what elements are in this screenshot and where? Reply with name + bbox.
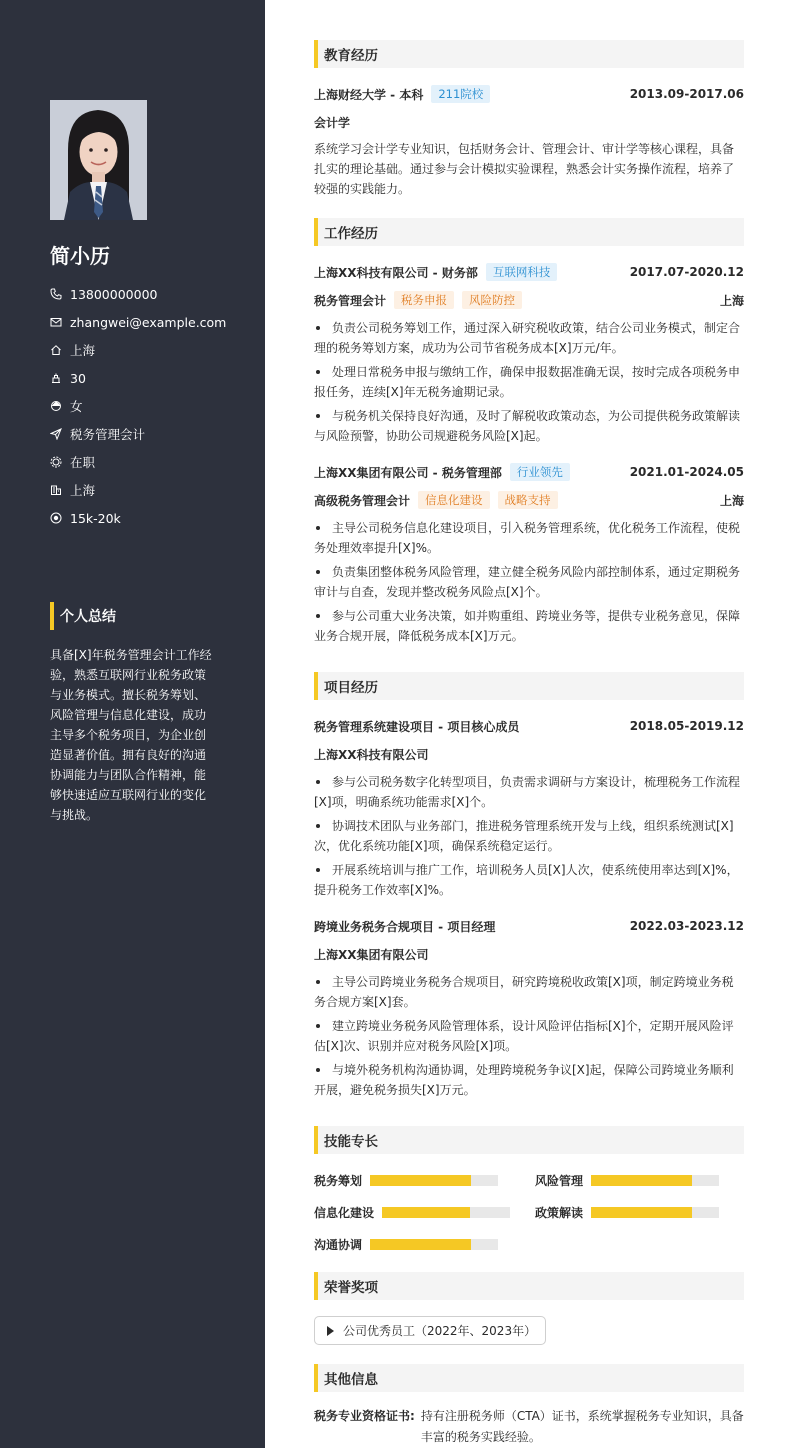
education-tag: 211院校 [431,85,490,103]
work-role-tag: 战略支持 [498,491,558,509]
contact-info-list [50,280,255,532]
person-name: 简小历 [50,244,110,268]
work-bullet: 参与公司重大业务决策，如并购重组、跨境业务等，提供专业税务意见，保障业务合规开展，降低税务成本[X]万元。 [314,606,744,646]
skill-item [314,1234,498,1254]
project-org: 上海XX集团有限公司 [314,947,429,962]
info-gender-text: 女 [70,399,83,414]
info-city [50,476,255,504]
info-salary-text: 15k-20k [70,510,121,526]
project-org: 上海XX科技有限公司 [314,747,429,762]
other-info-value: 持有注册税务师（CTA）证书，系统掌握税务专业知识，具备丰富的税务实践经验。 [420,1409,744,1444]
skill-bar-fill [591,1207,692,1218]
work-bullet-list [314,518,744,650]
skill-bar-fill [370,1239,471,1250]
skill-item [314,1202,510,1222]
info-gender [50,392,255,420]
play-triangle-icon [327,1326,334,1336]
work-item-header [314,462,744,482]
work-company-tag: 互联网科技 [486,263,558,281]
awards-section-title: 荣誉奖项 [314,1272,744,1300]
project-header [314,916,744,936]
work-role-row [314,290,744,310]
skill-name: 信息化建设 [314,1205,375,1220]
skill-item [314,1170,498,1190]
skill-item [535,1170,719,1190]
other-info-label: 税务专业资格证书: [314,1409,415,1423]
project-bullet-list [314,772,744,904]
work-company: 上海XX科技有限公司 - 财务部 [314,265,478,280]
skill-item [535,1202,719,1222]
skills-section-title: 技能专长 [314,1126,744,1154]
info-age-text: 30 [70,370,86,386]
city-icon [50,484,62,496]
skill-name: 政策解读 [535,1205,584,1220]
education-major: 会计学 [314,115,351,130]
job-icon [50,428,62,440]
project-bullet-list [314,972,744,1104]
info-email-text: zhangwei@example.com [70,314,227,330]
education-header-row [314,84,744,104]
award-text: 公司优秀员工（2022年、2023年） [343,1324,537,1338]
skill-bar-fill [370,1175,471,1186]
age-icon [50,372,62,384]
project-bullet: 建立跨境业务税务风险管理体系，设计风险评估指标[X]个，定期开展风险评估[X]次、识别并应对税务风险[X]项。 [314,1016,744,1056]
gender-icon [50,400,62,412]
work-item-header [314,262,744,282]
info-email [50,308,255,336]
work-role-tag: 税务申报 [394,291,454,309]
work-bullet: 负责集团整体税务风险管理，建立健全税务风险内部控制体系，通过定期税务审计与自查，发现并整改税务风险点[X]个。 [314,562,744,602]
skill-name: 风险管理 [535,1173,584,1188]
summary-text: 具备[X]年税务管理会计工作经验，熟悉互联网行业税务政策与业务模式。擅长税务筹划、风险管理与信息化建设，成功主导多个税务项目，为企业创造显著价值。拥有良好的沟通协调能力与团队合作精神，能够快速适应互联网行业的变化与挑战。 [50,648,212,822]
info-phone [50,280,255,308]
sidebar [0,0,265,1448]
work-role-tag: 风险防控 [462,291,522,309]
work-bullet-list [314,318,744,450]
info-age [50,364,255,392]
work-period: 2017.07-2020.12 [629,265,744,279]
info-phone-text: 13800000000 [70,286,158,302]
avatar [50,100,147,220]
work-bullet: 处理日常税务申报与缴纳工作，确保申报数据准确无误，按时完成各项税务申报任务，连续[X]年无税务逾期记录。 [314,362,744,402]
work-bullet: 负责公司税务筹划工作，通过深入研究税收政策，结合公司业务模式，制定合理的税务筹划方案，成功为公司节省税务成本[X]万元/年。 [314,318,744,358]
work-period: 2021.01-2024.05 [629,465,744,479]
project-org-row [314,944,744,964]
skill-bar [591,1207,719,1218]
skill-bar [370,1239,498,1250]
projects-section-title: 项目经历 [314,672,744,700]
home-icon [50,344,62,356]
skill-bar [370,1175,498,1186]
work-city: 上海 [719,293,744,308]
project-name: 跨境业务税务合规项目 - 项目经理 [314,919,496,934]
project-name: 税务管理系统建设项目 - 项目核心成员 [314,719,520,734]
work-city: 上海 [719,493,744,508]
work-role: 高级税务管理会计 [314,493,411,508]
education-description: 系统学习会计学专业知识，包括财务会计、管理会计、审计学等核心课程，具备扎实的理论基础。通过参与会计模拟实验课程，熟悉会计实务操作流程，培养了较强的实践能力。 [314,142,735,196]
skill-bar-fill [591,1175,692,1186]
info-location-text: 上海 [70,343,96,358]
award-item[interactable] [314,1316,546,1345]
other-section-title: 其他信息 [314,1364,744,1392]
skill-name: 沟通协调 [314,1237,363,1252]
education-section-title: 教育经历 [314,40,744,68]
education-period: 2013.09-2017.06 [629,87,744,101]
skill-bar [591,1175,719,1186]
project-bullet: 协调技术团队与业务部门，推进税务管理系统开发与上线，组织系统测试[X]次，优化系统功能[X]项，确保系统稳定运行。 [314,816,744,856]
project-period: 2018.05-2019.12 [629,719,744,733]
work-bullet: 与税务机关保持良好沟通，及时了解税收政策动态，为公司提供税务政策解读与风险预警，协助公司规避税务风险[X]起。 [314,406,744,446]
project-bullet: 主导公司跨境业务税务合规项目，研究跨境税收政策[X]项，制定跨境业务税务合规方案[X]套。 [314,972,744,1012]
skill-bar [382,1207,510,1218]
skill-bar-fill [382,1207,470,1218]
status-icon [50,456,62,468]
project-org-row [314,744,744,764]
skill-name: 税务筹划 [314,1173,363,1188]
phone-icon [50,288,62,300]
mail-icon [50,316,62,328]
work-role-row [314,490,744,510]
education-school: 上海财经大学 - 本科 [314,87,424,102]
work-company-tag: 行业领先 [510,463,570,481]
work-section-title: 工作经历 [314,218,744,246]
info-job [50,420,255,448]
info-job-text: 税务管理会计 [70,427,146,442]
education-major-row [314,112,744,132]
info-location [50,336,255,364]
work-role: 税务管理会计 [314,293,387,308]
project-bullet: 开展系统培训与推广工作，培训税务人员[X]人次，使系统使用率达到[X]%，提升税务工作效率[X]%。 [314,860,744,900]
project-period: 2022.03-2023.12 [629,919,744,933]
info-status [50,448,255,476]
avatar-photo [50,100,147,220]
info-city-text: 上海 [70,483,96,498]
work-role-tag: 信息化建设 [418,491,490,509]
project-bullet: 与境外税务机构沟通协调，处理跨境税务争议[X]起，保障公司跨境业务顺利开展，避免税务损失[X]万元。 [314,1060,744,1100]
work-bullet: 主导公司税务信息化建设项目，引入税务管理系统，优化税务工作流程，使税务处理效率提升[X]%。 [314,518,744,558]
project-bullet: 参与公司税务数字化转型项目，负责需求调研与方案设计，梳理税务工作流程[X]项，明确系统功能需求[X]个。 [314,772,744,812]
summary-title: 个人总结 [50,602,116,630]
info-status-text: 在职 [70,455,96,470]
work-company: 上海XX集团有限公司 - 税务管理部 [314,465,502,480]
other-info-row [314,1406,744,1448]
project-header [314,716,744,736]
salary-icon [50,512,62,524]
info-salary [50,504,255,532]
